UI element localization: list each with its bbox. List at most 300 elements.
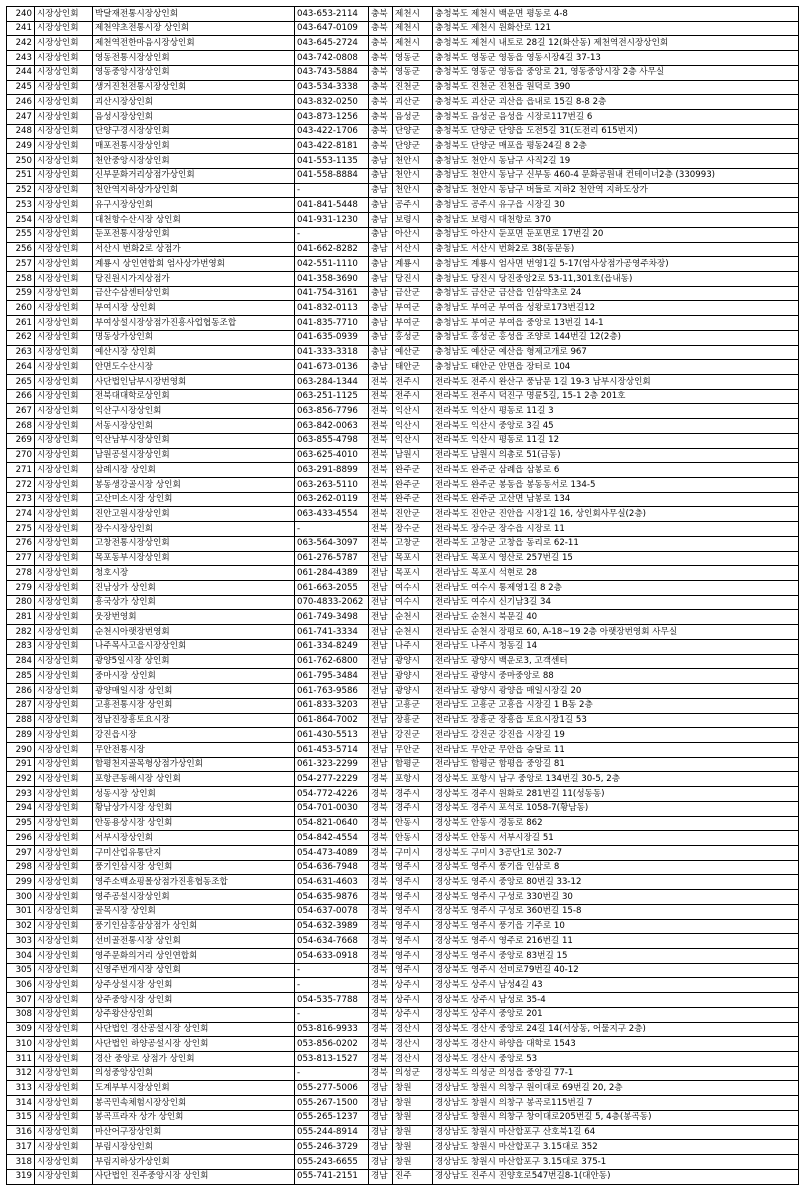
association-name-cell: 영주소백쇼핑몰상점가진흥협동조합 <box>93 875 295 890</box>
city-cell: 완주군 <box>393 492 433 507</box>
address-cell: 경상북도 영주시 영주로 216번길 11 <box>433 934 799 949</box>
table-row <box>7 698 799 713</box>
category-cell: 시장상인회 <box>35 80 93 95</box>
category-cell: 시장상인회 <box>35 1022 93 1037</box>
address-cell: 전라남도 목포시 영산로 257번길 15 <box>433 551 799 566</box>
phone-cell: 061-663-2055 <box>295 581 369 596</box>
association-name-cell: 성동시장 상인회 <box>93 787 295 802</box>
row-number: 313 <box>7 1081 35 1096</box>
city-cell: 목포시 <box>393 551 433 566</box>
association-name-cell: 상주중앙시장 상인회 <box>93 993 295 1008</box>
address-cell: 전라북도 익산시 평동로 11길 3 <box>433 404 799 419</box>
category-cell: 시장상인회 <box>35 65 93 80</box>
association-name-cell: 고창전통시장상인회 <box>93 536 295 551</box>
category-cell: 시장상인회 <box>35 1052 93 1067</box>
address-cell: 경상북도 경산시 중앙로 53 <box>433 1052 799 1067</box>
phone-cell: 054-633-0918 <box>295 949 369 964</box>
association-name-cell: 영주문화의거리 상인연합회 <box>93 949 295 964</box>
phone-cell: 054-277-2229 <box>295 772 369 787</box>
row-number: 318 <box>7 1155 35 1170</box>
category-cell: 시장상인회 <box>35 1155 93 1170</box>
category-cell: 시장상인회 <box>35 684 93 699</box>
city-cell: 아산시 <box>393 227 433 242</box>
province-cell: 경북 <box>369 890 393 905</box>
row-number: 306 <box>7 978 35 993</box>
city-cell: 부여군 <box>393 301 433 316</box>
category-cell: 시장상인회 <box>35 801 93 816</box>
table-row <box>7 345 799 360</box>
phone-cell: 054-636-7948 <box>295 860 369 875</box>
address-cell: 전라남도 나주시 청동길 14 <box>433 639 799 654</box>
address-cell: 경상북도 경주시 포석로 1058-7(황남동) <box>433 801 799 816</box>
market-association-list <box>6 6 798 1185</box>
table-row <box>7 154 799 169</box>
city-cell: 영주시 <box>393 860 433 875</box>
address-cell: 경상북도 영주시 구성로 360번길 15-8 <box>433 904 799 919</box>
table-row <box>7 831 799 846</box>
address-cell: 충청북도 제천시 백운면 평동로 4-8 <box>433 7 799 22</box>
row-number: 240 <box>7 7 35 22</box>
association-name-cell: 순천시아랫장번영회 <box>93 625 295 640</box>
phone-cell: 041-673-0136 <box>295 360 369 375</box>
phone-cell: - <box>295 1007 369 1022</box>
address-cell: 전라남도 여수시 신기남3길 34 <box>433 595 799 610</box>
row-number: 273 <box>7 492 35 507</box>
city-cell: 창원 <box>393 1081 433 1096</box>
category-cell: 시장상인회 <box>35 507 93 522</box>
province-cell: 전남 <box>369 742 393 757</box>
city-cell: 진주 <box>393 1169 433 1184</box>
table-row <box>7 639 799 654</box>
address-cell: 전라북도 전주시 완산구 풍남문 1길 19-3 남부시장상인회 <box>433 374 799 389</box>
category-cell: 시장상인회 <box>35 742 93 757</box>
phone-cell: 041-662-8282 <box>295 242 369 257</box>
row-number: 319 <box>7 1169 35 1184</box>
address-cell: 전라북도 장수군 장수읍 시장로 11 <box>433 522 799 537</box>
category-cell: 시장상인회 <box>35 492 93 507</box>
row-number: 287 <box>7 698 35 713</box>
province-cell: 충남 <box>369 227 393 242</box>
address-cell: 전라북도 전주시 덕진구 명륜5길, 15-1 2층 201호 <box>433 389 799 404</box>
row-number: 247 <box>7 110 35 125</box>
row-number: 284 <box>7 654 35 669</box>
association-name-cell: 안동용상시장 상인회 <box>93 816 295 831</box>
province-cell: 충북 <box>369 51 393 66</box>
phone-cell: 063-842-0063 <box>295 419 369 434</box>
association-name-cell: 무안전통시장 <box>93 742 295 757</box>
table-row <box>7 95 799 110</box>
row-number: 256 <box>7 242 35 257</box>
table-row <box>7 1096 799 1111</box>
association-name-cell: 부여시장 상인회 <box>93 301 295 316</box>
province-cell: 전남 <box>369 713 393 728</box>
association-name-cell: 광양5일시장 상인회 <box>93 654 295 669</box>
table-row <box>7 80 799 95</box>
address-cell: 경상북도 경산시 중앙로 24길 14(서상동, 어물지구 2층) <box>433 1022 799 1037</box>
category-cell: 시장상인회 <box>35 1081 93 1096</box>
address-cell: 전라남도 함평군 함평읍 중앙길 81 <box>433 757 799 772</box>
association-name-cell: 영동전통시장상인회 <box>93 51 295 66</box>
phone-cell: 054-635-9876 <box>295 890 369 905</box>
city-cell: 제천시 <box>393 36 433 51</box>
address-cell: 전라남도 목포시 석현로 28 <box>433 566 799 581</box>
phone-cell: 053-813-1527 <box>295 1052 369 1067</box>
table-row <box>7 625 799 640</box>
province-cell: 전북 <box>369 478 393 493</box>
address-cell: 충청북도 제천시 내토로 28길 12(화산동) 제천역전시장상인회 <box>433 36 799 51</box>
address-cell: 전라남도 광양시 광양읍 매일시장길 20 <box>433 684 799 699</box>
city-cell: 당진시 <box>393 271 433 286</box>
table-row <box>7 7 799 22</box>
table-row <box>7 478 799 493</box>
association-name-cell: 계룡시 상인연합회 엄사상가번영회 <box>93 257 295 272</box>
category-cell: 시장상인회 <box>35 286 93 301</box>
row-number: 281 <box>7 610 35 625</box>
table-row <box>7 684 799 699</box>
city-cell: 계룡시 <box>393 257 433 272</box>
province-cell: 전북 <box>369 374 393 389</box>
phone-cell: 041-832-0113 <box>295 301 369 316</box>
city-cell: 보령시 <box>393 213 433 228</box>
phone-cell: 043-422-1706 <box>295 124 369 139</box>
association-name-cell: 상주왕산상인회 <box>93 1007 295 1022</box>
address-cell: 전라북도 익산시 평동로 11길 12 <box>433 433 799 448</box>
address-cell: 경상북도 경주시 원화로 281번길 11(성동동) <box>433 787 799 802</box>
province-cell: 전북 <box>369 433 393 448</box>
category-cell: 시장상인회 <box>35 993 93 1008</box>
city-cell: 경산시 <box>393 1037 433 1052</box>
table-row <box>7 536 799 551</box>
city-cell: 남원시 <box>393 448 433 463</box>
association-name-cell: 구미산업유통단지 <box>93 845 295 860</box>
row-number: 297 <box>7 845 35 860</box>
city-cell: 순천시 <box>393 610 433 625</box>
table-row <box>7 963 799 978</box>
association-name-cell: 박달재전통시장상인회 <box>93 7 295 22</box>
row-number: 245 <box>7 80 35 95</box>
city-cell: 단양군 <box>393 139 433 154</box>
association-name-cell: 서산시 번화2로 상점가 <box>93 242 295 257</box>
association-name-cell: 천안중앙시장상인회 <box>93 154 295 169</box>
row-number: 243 <box>7 51 35 66</box>
phone-cell: 055-244-8914 <box>295 1125 369 1140</box>
table-row <box>7 978 799 993</box>
phone-cell: 041-754-3161 <box>295 286 369 301</box>
city-cell: 익산시 <box>393 404 433 419</box>
category-cell: 시장상인회 <box>35 374 93 389</box>
city-cell: 상주시 <box>393 978 433 993</box>
address-cell: 충청북도 제천시 원화산로 121 <box>433 21 799 36</box>
association-name-cell: 서부시장상인회 <box>93 831 295 846</box>
province-cell: 경북 <box>369 787 393 802</box>
phone-cell: 041-558-8884 <box>295 168 369 183</box>
phone-cell: 054-701-0030 <box>295 801 369 816</box>
category-cell: 시장상인회 <box>35 639 93 654</box>
city-cell: 창원 <box>393 1155 433 1170</box>
category-cell: 시장상인회 <box>35 1007 93 1022</box>
category-cell: 시장상인회 <box>35 139 93 154</box>
city-cell: 천안시 <box>393 154 433 169</box>
row-number: 288 <box>7 713 35 728</box>
address-cell: 경상북도 구미시 3공단1로 302-7 <box>433 845 799 860</box>
address-cell: 경상남도 창원시 마산합포구 3.15대로 375-1 <box>433 1155 799 1170</box>
category-cell: 시장상인회 <box>35 816 93 831</box>
phone-cell: 061-795-3484 <box>295 669 369 684</box>
row-number: 272 <box>7 478 35 493</box>
row-number: 295 <box>7 816 35 831</box>
category-cell: 시장상인회 <box>35 242 93 257</box>
category-cell: 시장상인회 <box>35 478 93 493</box>
phone-cell: 063-855-4798 <box>295 433 369 448</box>
city-cell: 천안시 <box>393 168 433 183</box>
table-row <box>7 993 799 1008</box>
association-name-cell: 단양구경시장상인회 <box>93 124 295 139</box>
phone-cell: 054-821-0640 <box>295 816 369 831</box>
category-cell: 시장상인회 <box>35 1066 93 1081</box>
province-cell: 충남 <box>369 345 393 360</box>
association-name-cell: 봉곡프라자 상가 상인회 <box>93 1110 295 1125</box>
row-number: 262 <box>7 330 35 345</box>
city-cell: 진안군 <box>393 507 433 522</box>
table-row <box>7 213 799 228</box>
address-cell: 경상북도 영주시 구성로 330번길 30 <box>433 890 799 905</box>
row-number: 275 <box>7 522 35 537</box>
table-row <box>7 816 799 831</box>
city-cell: 익산시 <box>393 419 433 434</box>
address-cell: 충청남도 아산시 둔포면 둔포면로 17번길 20 <box>433 227 799 242</box>
phone-cell: 041-835-7710 <box>295 316 369 331</box>
address-cell: 전라남도 순천시 북문길 40 <box>433 610 799 625</box>
association-name-cell: 정남진장흥토요시장 <box>93 713 295 728</box>
city-cell: 상주시 <box>393 1007 433 1022</box>
province-cell: 경남 <box>369 1081 393 1096</box>
city-cell: 무안군 <box>393 742 433 757</box>
address-cell: 충청남도 부여군 부여읍 중앙로 13번길 14-1 <box>433 316 799 331</box>
province-cell: 경북 <box>369 1022 393 1037</box>
table-row <box>7 492 799 507</box>
association-name-cell: 풍기인삼시장 상인회 <box>93 860 295 875</box>
city-cell: 안동시 <box>393 831 433 846</box>
address-cell: 전라북도 완주군 고산면 남봉로 134 <box>433 492 799 507</box>
row-number: 304 <box>7 949 35 964</box>
province-cell: 전남 <box>369 625 393 640</box>
association-name-cell: 부여상설시장상점가진흥사업협동조합 <box>93 316 295 331</box>
province-cell: 경남 <box>369 1096 393 1111</box>
table-row <box>7 1169 799 1184</box>
row-number: 274 <box>7 507 35 522</box>
category-cell: 시장상인회 <box>35 154 93 169</box>
association-name-cell: 제천약초전통시장 상인회 <box>93 21 295 36</box>
category-cell: 시장상인회 <box>35 345 93 360</box>
table-row <box>7 389 799 404</box>
category-cell: 시장상인회 <box>35 316 93 331</box>
association-name-cell: 골목시장 상인회 <box>93 904 295 919</box>
address-cell: 전라남도 순천시 장평로 60, A-18~19 2층 아랫장번영회 사무실 <box>433 625 799 640</box>
address-cell: 충청남도 태안군 안면읍 장터로 104 <box>433 360 799 375</box>
city-cell: 제천시 <box>393 21 433 36</box>
phone-cell: - <box>295 1066 369 1081</box>
row-number: 289 <box>7 728 35 743</box>
row-number: 259 <box>7 286 35 301</box>
category-cell: 시장상인회 <box>35 419 93 434</box>
row-number: 292 <box>7 772 35 787</box>
phone-cell: 041-635-0939 <box>295 330 369 345</box>
phone-cell: - <box>295 227 369 242</box>
category-cell: 시장상인회 <box>35 1096 93 1111</box>
phone-cell: 043-873-1256 <box>295 110 369 125</box>
category-cell: 시장상인회 <box>35 95 93 110</box>
category-cell: 시장상인회 <box>35 168 93 183</box>
phone-cell: 063-291-8899 <box>295 463 369 478</box>
table-row <box>7 242 799 257</box>
category-cell: 시장상인회 <box>35 595 93 610</box>
phone-cell: - <box>295 978 369 993</box>
phone-cell: 063-284-1344 <box>295 374 369 389</box>
address-cell: 충청남도 서산시 번화2로 38(동문동) <box>433 242 799 257</box>
category-cell: 시장상인회 <box>35 463 93 478</box>
phone-cell: 054-637-0078 <box>295 904 369 919</box>
association-name-cell: 유구시장상인회 <box>93 198 295 213</box>
association-name-cell: 금산수삼센터상인회 <box>93 286 295 301</box>
province-cell: 전남 <box>369 610 393 625</box>
province-cell: 충남 <box>369 360 393 375</box>
category-cell: 시장상인회 <box>35 198 93 213</box>
row-number: 255 <box>7 227 35 242</box>
province-cell: 전북 <box>369 404 393 419</box>
phone-cell: 054-473-4089 <box>295 845 369 860</box>
category-cell: 시장상인회 <box>35 330 93 345</box>
row-number: 264 <box>7 360 35 375</box>
city-cell: 여수시 <box>393 581 433 596</box>
table-row <box>7 507 799 522</box>
city-cell: 영주시 <box>393 919 433 934</box>
province-cell: 경남 <box>369 1125 393 1140</box>
phone-cell: 055-265-1237 <box>295 1110 369 1125</box>
association-name-cell: 고산미소시장 상인회 <box>93 492 295 507</box>
address-cell: 전라남도 장흥군 장흥읍 토요시장1길 53 <box>433 713 799 728</box>
category-cell: 시장상인회 <box>35 551 93 566</box>
phone-cell: 055-741-2151 <box>295 1169 369 1184</box>
city-cell: 창원 <box>393 1096 433 1111</box>
province-cell: 충북 <box>369 124 393 139</box>
phone-cell: 061-323-2299 <box>295 757 369 772</box>
row-number: 270 <box>7 448 35 463</box>
address-cell: 경상북도 경산시 하양읍 대학로 1543 <box>433 1037 799 1052</box>
association-name-cell: 사단법인 경산공설시장 상인회 <box>93 1022 295 1037</box>
association-name-cell: 신부문화거리상점가상인회 <box>93 168 295 183</box>
table-row <box>7 1037 799 1052</box>
association-name-cell: 황남상가시장 상인회 <box>93 801 295 816</box>
province-cell: 충남 <box>369 183 393 198</box>
association-name-cell: 생거진천전통시장상인회 <box>93 80 295 95</box>
association-name-cell: 매포전통시장상인회 <box>93 139 295 154</box>
table-row <box>7 801 799 816</box>
association-name-cell: 익산구시장상인회 <box>93 404 295 419</box>
row-number: 254 <box>7 213 35 228</box>
category-cell: 시장상인회 <box>35 713 93 728</box>
row-number: 268 <box>7 419 35 434</box>
province-cell: 경북 <box>369 978 393 993</box>
province-cell: 충북 <box>369 80 393 95</box>
row-number: 265 <box>7 374 35 389</box>
category-cell: 시장상인회 <box>35 860 93 875</box>
city-cell: 경산시 <box>393 1052 433 1067</box>
association-name-cell: 천안역지하상가상인회 <box>93 183 295 198</box>
city-cell: 강진군 <box>393 728 433 743</box>
city-cell: 영주시 <box>393 890 433 905</box>
province-cell: 전남 <box>369 581 393 596</box>
city-cell: 완주군 <box>393 463 433 478</box>
row-number: 242 <box>7 36 35 51</box>
city-cell: 창원 <box>393 1110 433 1125</box>
category-cell: 시장상인회 <box>35 227 93 242</box>
category-cell: 시장상인회 <box>35 1140 93 1155</box>
city-cell: 진천군 <box>393 80 433 95</box>
address-cell: 경상남도 진주시 진양호로547번길8-1(대안동) <box>433 1169 799 1184</box>
province-cell: 충남 <box>369 330 393 345</box>
association-name-cell: 익산남부시장상인회 <box>93 433 295 448</box>
province-cell: 충남 <box>369 301 393 316</box>
province-cell: 전남 <box>369 551 393 566</box>
phone-cell: - <box>295 963 369 978</box>
phone-cell: - <box>295 183 369 198</box>
table-row <box>7 227 799 242</box>
table-row <box>7 36 799 51</box>
province-cell: 충북 <box>369 65 393 80</box>
category-cell: 시장상인회 <box>35 581 93 596</box>
category-cell: 시장상인회 <box>35 522 93 537</box>
city-cell: 음성군 <box>393 110 433 125</box>
association-name-cell: 당진원시가지상점가 <box>93 271 295 286</box>
province-cell: 경북 <box>369 934 393 949</box>
association-name-cell: 부림시장상인회 <box>93 1140 295 1155</box>
association-name-cell: 영주공설시장상인회 <box>93 890 295 905</box>
phone-cell: 061-833-3203 <box>295 698 369 713</box>
table-row <box>7 139 799 154</box>
row-number: 261 <box>7 316 35 331</box>
phone-cell: 043-534-3338 <box>295 80 369 95</box>
table-row <box>7 419 799 434</box>
category-cell: 시장상인회 <box>35 919 93 934</box>
table-row <box>7 904 799 919</box>
phone-cell: 041-333-3318 <box>295 345 369 360</box>
province-cell: 충북 <box>369 110 393 125</box>
province-cell: 충남 <box>369 168 393 183</box>
phone-cell: 061-741-3334 <box>295 625 369 640</box>
province-cell: 충남 <box>369 271 393 286</box>
address-cell: 충청남도 홍성군 홍성읍 조양로 144번길 12(2층) <box>433 330 799 345</box>
phone-cell: 054-634-7668 <box>295 934 369 949</box>
table-row <box>7 949 799 964</box>
address-cell: 전라남도 무안군 무안읍 승달로 11 <box>433 742 799 757</box>
table-row <box>7 1140 799 1155</box>
province-cell: 경북 <box>369 860 393 875</box>
association-name-cell: 안면도수산시장 <box>93 360 295 375</box>
table-row <box>7 463 799 478</box>
province-cell: 전북 <box>369 492 393 507</box>
city-cell: 경주시 <box>393 801 433 816</box>
category-cell: 시장상인회 <box>35 1037 93 1052</box>
phone-cell: 041-841-5448 <box>295 198 369 213</box>
category-cell: 시장상인회 <box>35 787 93 802</box>
association-name-cell: 목포동부시장상인회 <box>93 551 295 566</box>
row-number: 266 <box>7 389 35 404</box>
phone-cell: 063-251-1125 <box>295 389 369 404</box>
phone-cell: 055-246-3729 <box>295 1140 369 1155</box>
association-name-cell: 음성시장상인회 <box>93 110 295 125</box>
table-row <box>7 551 799 566</box>
category-cell: 시장상인회 <box>35 875 93 890</box>
